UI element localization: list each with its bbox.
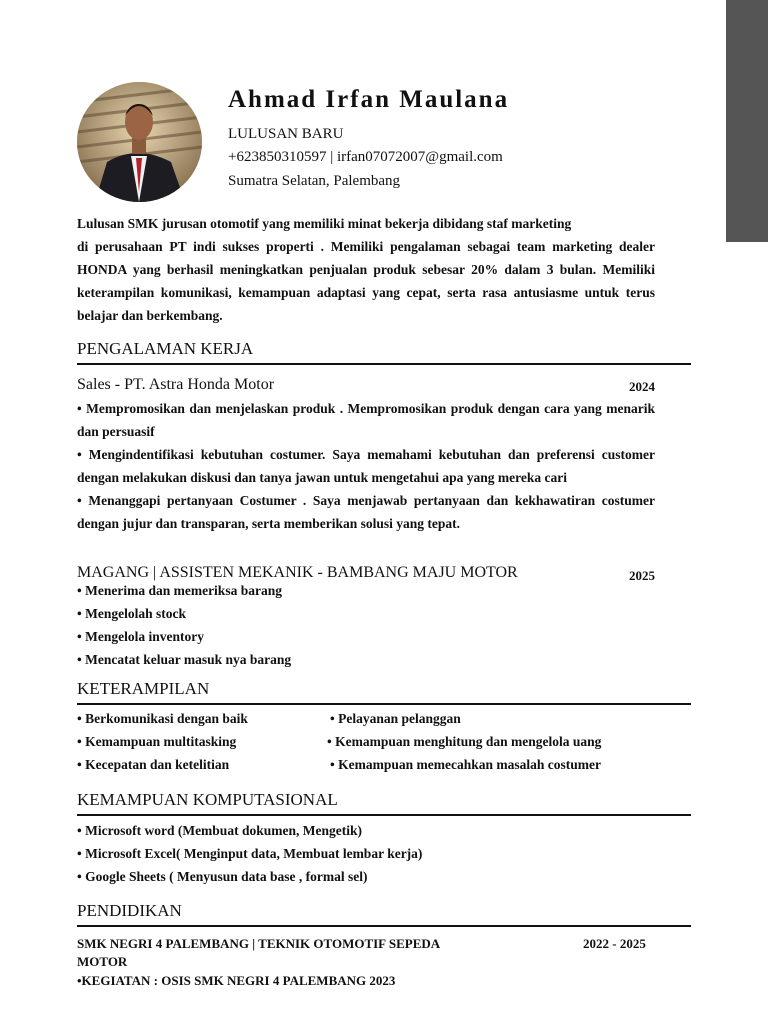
job-year: 2024 bbox=[629, 379, 655, 394]
list-item: • Mengelolah stock bbox=[77, 606, 186, 621]
list-item: • Mempromosikan dan menjelaskan produk . Mempromosikan produk dengan cara yang menarik dan persuasif bbox=[77, 401, 655, 439]
list-item: • Kemampuan menghitung dan mengelola uang bbox=[327, 734, 602, 749]
candidate-role: LULUSAN BARU bbox=[228, 126, 344, 142]
list-item: • Menerima dan memeriksa barang bbox=[77, 583, 282, 598]
section-title-computing: KEMAMPUAN KOMPUTASIONAL bbox=[77, 790, 691, 816]
list-item: • Microsoft Excel( Menginput data, Membuat lembar kerja) bbox=[77, 846, 423, 861]
computing-list bbox=[77, 819, 655, 888]
job-bullets bbox=[77, 579, 655, 671]
list-item: • Pelayanan pelanggan bbox=[330, 711, 461, 726]
list-item: • Mengelola inventory bbox=[77, 629, 204, 644]
section-title-experience: PENGALAMAN KERJA bbox=[77, 339, 691, 365]
list-item: • Kecepatan dan ketelitian bbox=[77, 757, 230, 772]
contact-info: +623850310597 | irfan07072007@gmail.com bbox=[228, 149, 503, 165]
school-name: SMK NEGRI 4 PALEMBANG | TEKNIK OTOMOTIF SEPEDA bbox=[77, 936, 441, 951]
school-name-continued: MOTOR bbox=[77, 954, 128, 969]
summary-paragraph: di perusahaan PT indi sukses properti . Memiliki pengalaman sebagai team marketing dealer HONDA yang berhasil meningkatkan penjualan produk sebesar 20% dalam 3 bulan. Memiliki keterampilan komunikasi, kemampuan adaptasi yang cepat, serta rasa antusiasme untuk terus belajar dan berkembang. bbox=[77, 239, 655, 323]
location: Sumatra Selatan, Palembang bbox=[228, 173, 401, 189]
job-year: 2025 bbox=[629, 568, 655, 583]
skills-row bbox=[77, 707, 691, 730]
list-item: • Kemampuan multitasking bbox=[77, 734, 237, 749]
skills-list bbox=[77, 707, 691, 776]
summary-line: Lulusan SMK jurusan otomotif yang memiliki minat bekerja dibidang staf marketing bbox=[77, 216, 572, 231]
education-activity: •KEGIATAN : OSIS SMK NEGRI 4 PALEMBANG 2023 bbox=[77, 973, 396, 988]
profile-photo bbox=[77, 82, 202, 202]
job-title: MAGANG | ASSISTEN MEKANIK - BAMBANG MAJU MOTOR bbox=[77, 564, 518, 581]
profile-summary bbox=[77, 212, 655, 327]
section-title-education: PENDIDIKAN bbox=[77, 901, 691, 927]
list-item: • Kemampuan memecahkan masalah costumer bbox=[330, 757, 601, 772]
list-item: • Berkomunikasi dengan baik bbox=[77, 711, 248, 726]
list-item: • Mencatat keluar masuk nya barang bbox=[77, 652, 292, 667]
scrollbar[interactable] bbox=[726, 0, 768, 242]
list-item: • Google Sheets ( Menyusun data base , formal sel) bbox=[77, 869, 368, 884]
list-item: • Menanggapi pertanyaan Costumer . Saya menjawab pertanyaan dan kekhawatiran costumer dengan jujur dan transparan, serta memberikan solusi yang tepat. bbox=[77, 493, 655, 531]
skills-row bbox=[77, 730, 691, 753]
list-item: • Mengindentifikasi kebutuhan costumer. Saya memahami kebutuhan dan preferensi customer dengan melakukan diskusi dan tanya jawan untuk mengetahui apa yang mereka cari bbox=[77, 447, 655, 485]
job-bullets bbox=[77, 397, 655, 535]
list-item: • Microsoft word (Membuat dokumen, Mengetik) bbox=[77, 823, 362, 838]
job-title: Sales - PT. Astra Honda Motor bbox=[77, 376, 275, 393]
skills-row bbox=[77, 753, 691, 776]
candidate-name: Ahmad Irfan Maulana bbox=[228, 86, 510, 113]
section-title-skills: KETERAMPILAN bbox=[77, 679, 691, 705]
education-years: 2022 - 2025 bbox=[583, 936, 646, 951]
